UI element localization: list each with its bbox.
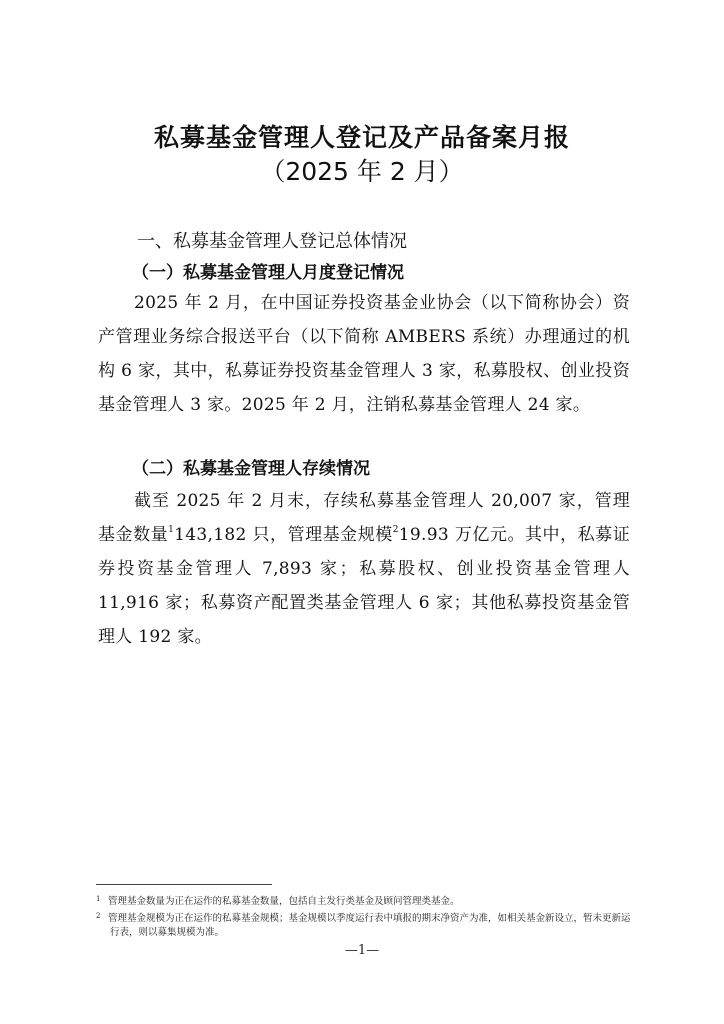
footnote-number: 2: [96, 912, 101, 920]
footnote-ref-2[interactable]: 2: [392, 525, 399, 535]
footnote-1: [96, 892, 636, 909]
footnote-separator: [96, 884, 272, 885]
paragraph-text-part-3: 19.93 万亿元。其中，私募证券投资基金管理人 7,893 家；私募股权、创业投资基金管理人 11,916 家；私募资产配置类基金管理人 6 家；其他私募投资基金管理人 192 家。: [98, 525, 630, 647]
section-heading-1: 一、私募基金管理人登记总体情况: [137, 231, 407, 252]
paragraph-existing-managers: [98, 484, 630, 654]
document-title: 私募基金管理人登记及产品备案月报: [153, 123, 570, 152]
subsection-heading-monthly-registration: （一）私募基金管理人月度登记情况: [132, 263, 404, 283]
paragraph-text-part-1: 截至 2025 年 2 月末，存续私募基金管理人 20,007 家，管理基金数量: [98, 491, 630, 545]
footnote-text: 管理基金数量为正在运作的私募基金数量，包括自主发行类基金及顾问管理类基金。: [108, 896, 460, 907]
paragraph-text-part-2: 143,182 只，管理基金规模: [174, 525, 393, 545]
document-subtitle: （2025 年 2 月）: [260, 157, 464, 186]
footnote-ref-1[interactable]: 1: [168, 525, 175, 535]
footnote-number: 1: [96, 895, 101, 903]
paragraph-monthly-registration: 2025 年 2 月，在中国证券投资基金业协会（以下简称协会）资产管理业务综合报送平台（以下简称 AMBERS 系统）办理通过的机构 6 家，其中，私募证券投资基金管理人 3 家，私募股权、创业投资基金管理人 3 家。2025 年 2 月，注销私募基金管理人 24 家。: [98, 293, 630, 415]
footnotes: [96, 892, 636, 940]
subsection-heading-existing-managers: （二）私募基金管理人存续情况: [132, 459, 370, 479]
footnote-text: 管理基金规模为正在运作的私募基金规模；基金规模以季度运行表中填报的期末净资产为准，如相关基金新设立，暂未更新运行表，则以募集规模为准。: [108, 913, 631, 938]
footnote-2: [96, 909, 636, 940]
page-number: —1—: [344, 943, 380, 958]
